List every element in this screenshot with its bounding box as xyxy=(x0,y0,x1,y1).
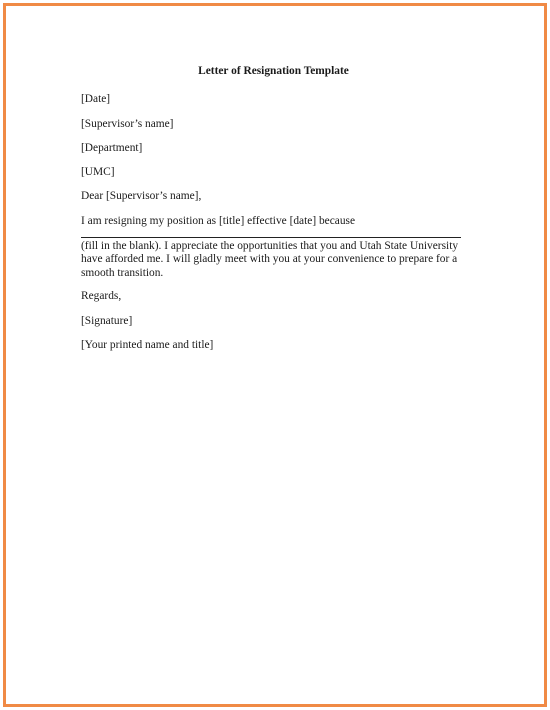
signature-placeholder: [Signature] xyxy=(81,315,133,327)
page-border xyxy=(3,3,547,707)
salutation: Dear [Supervisor’s name], xyxy=(81,190,202,202)
body-intro: I am resigning my position as [title] effective [date] because xyxy=(81,215,356,227)
body-paragraph: (fill in the blank). I appreciate the opportunities that you and Utah State University have afforded me. I will gladly meet with you at your convenience to prepare for a smooth transition. xyxy=(81,240,459,279)
letter-title: Letter of Resignation Template xyxy=(198,65,349,77)
supervisor-name-placeholder: [Supervisor’s name] xyxy=(81,118,174,130)
date-placeholder: [Date] xyxy=(81,93,111,105)
department-placeholder: [Department] xyxy=(81,142,143,154)
organization-placeholder: [UMC] xyxy=(81,166,115,178)
fill-in-blank-line xyxy=(81,237,461,238)
closing: Regards, xyxy=(81,290,122,302)
printed-name-placeholder: [Your printed name and title] xyxy=(81,339,214,351)
